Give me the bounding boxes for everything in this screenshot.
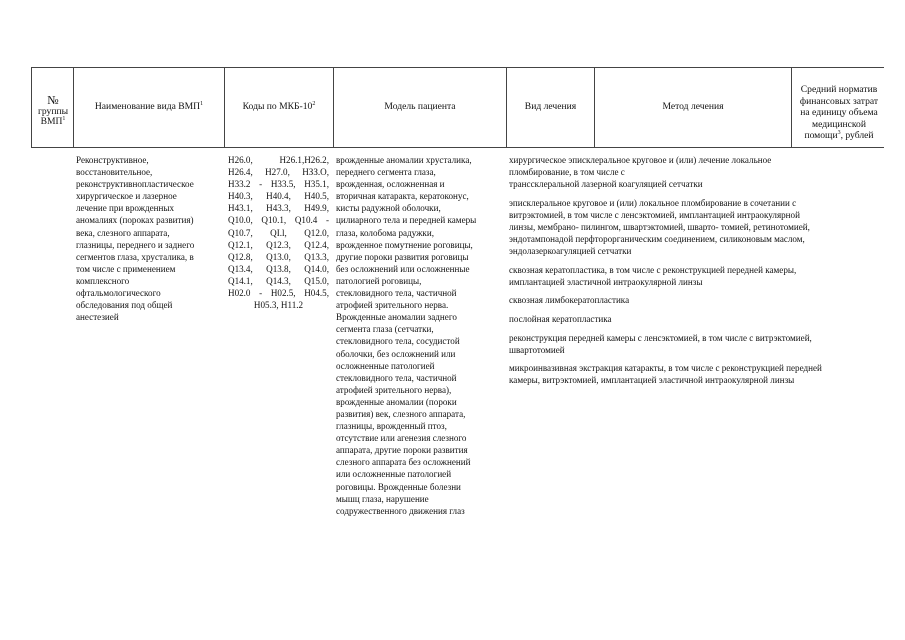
icd-code-line: Q13.4, Q13.8, Q14.0,: [228, 263, 329, 274]
header-type-name: Наименование вида ВМП$^1$: [94, 101, 204, 113]
type-name-line: том числе с применением: [76, 263, 176, 274]
patient-model-line: отсутствие или агенезия слезного: [336, 433, 467, 444]
patient-model-line: врожденные аномалии хрусталика,: [336, 155, 472, 165]
patient-model-line: кисты радужной оболочки,: [336, 203, 441, 214]
icd-code-line: Q12.8, Q13.0, Q13.3,: [228, 251, 329, 262]
type-name-line: века, слезного аппарата,: [76, 227, 170, 238]
icd-code-line: Q12.1, Q12.3, Q12.4,: [228, 239, 329, 250]
header-bottom-rule: [31, 147, 884, 148]
patient-model-line: вторичная катаракта, кератоконус,: [336, 191, 469, 202]
header-group-number-abbr: ВМП$^1$: [40, 115, 66, 127]
treatment-method-line: эндотампонадой перфторорганическим соединением, силиконовым маслом,: [509, 234, 805, 245]
patient-model-cell: [336, 154, 506, 517]
treatment-method-line: сквозная кератопластика, в том числе с реконструкцией передней камеры,: [509, 264, 797, 275]
type-name-line: восстановительное,: [76, 167, 153, 178]
treatment-method-line: хирургическое эписклеральное круговое и (или) лечение локальное: [509, 155, 772, 165]
treatment-method-line: послойная кератопластика: [509, 314, 612, 325]
icd-code-line: Н40.3, Н40.4, Н40.5,: [228, 191, 329, 202]
patient-model-line: слезного аппарата без осложнений: [336, 457, 471, 468]
icd-code-line: H26.4, H27.0, НЗЗ.О,: [228, 167, 329, 178]
patient-model-line: мышц глаза, нарушение: [336, 493, 429, 504]
treatment-method-item: [509, 154, 885, 190]
type-name-line: аномалиях (пороках развития): [76, 215, 194, 226]
patient-model-line: осложненные патологией: [336, 360, 435, 371]
type-name-line: реконструктивнопластическое: [76, 179, 194, 190]
treatment-method-line: реконструкция передней камеры с ленсэктомией, в том числе с витрэктомией,: [509, 332, 812, 343]
patient-model-line: развития) век, слезного аппарата,: [336, 408, 466, 419]
patient-model-line: атрофией зрительного нерва.: [336, 300, 449, 311]
patient-model-line: стекловидного тела, сосудистой: [336, 336, 460, 347]
header-patient-model: Модель пациента: [384, 101, 456, 113]
patient-model-line: оболочки, без осложнений или: [336, 348, 456, 359]
patient-model-line: врожденное помутнение роговицы,: [336, 239, 473, 250]
patient-model-line: стекловидного тела, частичной: [336, 372, 457, 383]
header-group-number-word: группы: [37, 105, 69, 117]
patient-model-line: цилиарного тела и передней камеры: [336, 215, 477, 226]
header-treatment-method: Метод лечения: [662, 101, 724, 113]
icd-code-line: Q14.1, Q14.3, Q15.0,: [228, 275, 329, 286]
patient-model-line: Врожденные аномалии заднего: [336, 312, 457, 323]
icd-code-line: Q10.7, QІ.l, Q12.0,: [228, 227, 329, 238]
treatment-method-item: [509, 362, 885, 386]
patient-model-line: роговицы. Врожденные болезни: [336, 481, 461, 492]
header-treatment-type: Вид лечения: [524, 101, 577, 113]
icd-code-line: H02.0 - H02.5, Н04.5,: [228, 288, 329, 299]
header-average-cost: Средний норматив финансовых затрат на единицу объема медицинской помощи$^3$, рублей: [799, 84, 879, 142]
treatment-method-line: транссклеральной лазерной коагуляцией сетчатки: [509, 179, 703, 190]
patient-model-line: аппарата, другие пороки развития: [336, 445, 468, 456]
patient-model-line: врожденные аномалии (пороки: [336, 396, 457, 407]
patient-model-line: глаза, колобома радужки,: [336, 227, 434, 238]
treatment-method-line: витрэктомией, в том числе с ленсэктомией, имплантацией интраокулярной: [509, 209, 800, 220]
type-name-line: сегментов глаза, хрусталика, в: [76, 251, 194, 262]
col-divider-1: [31, 67, 32, 147]
treatment-method-line: швартотомией: [509, 344, 565, 355]
type-name-line: анестезией: [76, 312, 119, 323]
treatment-method-line: камеры, витрэктомией, имплантацией эластичной интраокулярной линзы: [509, 375, 795, 386]
header-group-number: [33, 80, 73, 140]
treatment-method-line: сквозная лимбокератопластика: [509, 295, 630, 306]
treatment-method-item: [509, 313, 885, 325]
treatment-method-line: эндолазеркоагуляцией сетчатки: [509, 246, 632, 257]
icd-code-line: H26.0, H26.1,H26.2,: [228, 155, 329, 165]
type-name-line: комплексного: [76, 275, 130, 286]
patient-model-line: врожденная, осложненная и: [336, 179, 445, 190]
patient-model-line: атрофией зрительного нерва),: [336, 384, 452, 395]
patient-model-line: сегмента глаза (сетчатки,: [336, 324, 434, 335]
patient-model-line: без осложнений или осложненные: [336, 263, 470, 274]
treatment-method-item: [509, 197, 885, 257]
patient-model-line: или осложненные патологией: [336, 469, 452, 480]
treatment-method-line: имплантацией эластичной интраокулярной линзы: [509, 276, 703, 287]
treatment-method-line: микроинвазивная экстракция катаракты, в том числе с реконструкцией передней: [509, 363, 822, 374]
type-name-line: глазницы, переднего и заднего: [76, 239, 195, 250]
patient-model-line: патологией роговицы,: [336, 275, 422, 286]
type-name-line: Реконструктивное,: [76, 155, 149, 165]
treatment-method-line: пломбирование, в том числе с: [509, 167, 625, 178]
patient-model-line: глазницы, врожденный птоз,: [336, 421, 447, 432]
patient-model-line: переднего сегмента глаза,: [336, 167, 436, 178]
icd-code-line: Н05.3, Н11.2: [253, 300, 304, 311]
treatment-method-line: линзы, мембрано- пилингом, швартэктомией, шварто- томией, ретинотомией,: [509, 221, 810, 232]
type-name-line: обследования под общей: [76, 300, 173, 311]
icd-code-line: Н33.2 - Н33.5, Н35.1,: [228, 179, 329, 190]
patient-model-line: другие пороки развития роговицы: [336, 251, 469, 262]
icd-codes-cell: [228, 154, 329, 311]
treatment-method-line: эписклеральное круговое и (или) локальное пломбирование в сочетании с: [509, 197, 797, 208]
type-name-line: офтальмологического: [76, 288, 161, 299]
type-name-line: хирургическое и лазерное: [76, 191, 177, 202]
patient-model-line: содружественного движения глаз: [336, 505, 465, 516]
type-name-cell: [76, 154, 224, 323]
icd-code-line: Q10.0, Q10.1, Q10.4 -: [228, 215, 329, 226]
treatment-method-item: [509, 294, 885, 306]
icd-code-line: Н43.1, Н43.3, Н49.9,: [228, 203, 329, 214]
patient-model-line: стекловидного тела, частичной: [336, 288, 457, 299]
type-name-line: лечение при врожденных: [76, 203, 175, 214]
header-icd-codes: Коды по МКБ-$10^2$: [242, 101, 316, 113]
treatment-method-item: [509, 332, 885, 356]
treatment-method-cell: [509, 154, 885, 393]
treatment-method-item: [509, 264, 885, 288]
header-group-number-symbol: №: [47, 92, 59, 107]
